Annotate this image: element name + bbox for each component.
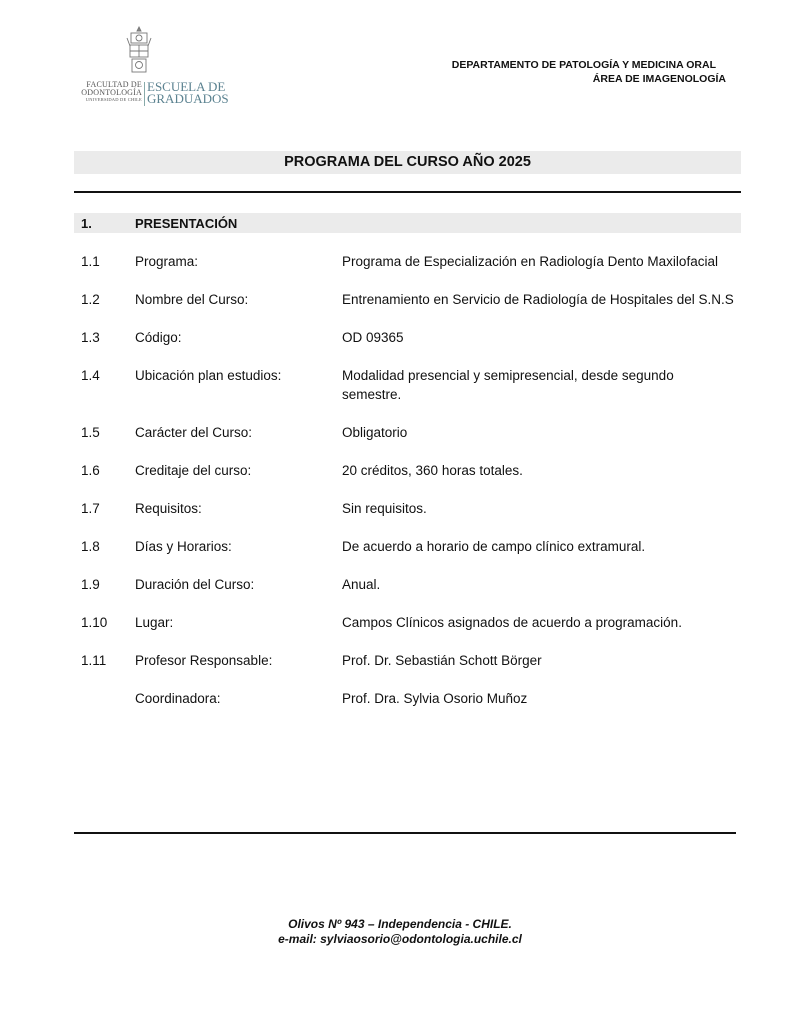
faculty-name: FACULTAD DE ODONTOLOGÍA UNIVERSIDAD DE CHILE (81, 80, 142, 102)
item-label: Carácter del Curso: (135, 425, 253, 440)
item-value: Programa de Especialización en Radiología Dento Maxilofacial (342, 254, 718, 269)
item-label: Requisitos: (135, 501, 202, 516)
item-value: Prof. Dra. Sylvia Osorio Muñoz (342, 691, 528, 706)
item-number: 1.11 (81, 653, 107, 668)
item-number: 1.6 (81, 463, 100, 478)
item-number: 1.5 (81, 425, 100, 440)
list-item (74, 575, 736, 594)
section-header (74, 213, 741, 233)
item-value: Sin requisitos. (342, 501, 427, 516)
list-item (74, 651, 736, 670)
list-item (74, 290, 736, 309)
item-value: Obligatorio (342, 425, 408, 440)
item-number: 1.8 (81, 539, 100, 554)
list-item (74, 328, 736, 347)
list-item (74, 252, 736, 271)
area-name: ÁREA DE IMAGENOLOGÍA (592, 73, 726, 85)
list-item (74, 423, 736, 442)
item-number: 1.2 (81, 292, 100, 307)
top-divider (74, 191, 741, 193)
item-label: Código: (135, 330, 182, 345)
section-number: 1. (81, 216, 92, 231)
item-value: Modalidad presencial y semipresencial, desde segundo semestre. (342, 368, 674, 402)
item-label: Programa: (135, 254, 199, 269)
item-value: Campos Clínicos asignados de acuerdo a programación. (342, 615, 682, 630)
item-number: 1.7 (81, 501, 100, 516)
item-number: 1.1 (81, 254, 100, 269)
section-title: PRESENTACIÓN (135, 216, 238, 231)
item-label: Duración del Curso: (135, 577, 255, 592)
item-label: Creditaje del curso: (135, 463, 252, 478)
faculty-logo (76, 26, 229, 110)
item-label: Días y Horarios: (135, 539, 232, 554)
item-label: Ubicación plan estudios: (135, 368, 282, 383)
department-header (400, 58, 726, 86)
item-value: De acuerdo a horario de campo clínico extramural. (342, 539, 646, 554)
page-footer (0, 917, 800, 947)
footer-address: Olivos Nº 943 – Independencia - CHILE. (288, 917, 512, 931)
university-crest-icon (124, 26, 154, 76)
item-value: Prof. Dr. Sebastián Schott Börger (342, 653, 542, 668)
item-label: Nombre del Curso: (135, 292, 249, 307)
item-number: 1.9 (81, 577, 100, 592)
list-item (74, 689, 736, 708)
item-number: 1.4 (81, 368, 100, 383)
item-label: Profesor Responsable: (135, 653, 273, 668)
bottom-divider (74, 832, 736, 834)
list-item (74, 461, 736, 480)
item-number: 1.10 (81, 615, 108, 630)
department-name: DEPARTAMENTO DE PATOLOGÍA Y MEDICINA ORAL (451, 59, 716, 71)
item-number: 1.3 (81, 330, 100, 345)
list-item (74, 366, 736, 404)
list-item (74, 499, 736, 518)
item-value: 20 créditos, 360 horas totales. (342, 463, 523, 478)
item-value: Entrenamiento en Servicio de Radiología de Hospitales del S.N.S (342, 292, 734, 307)
item-label: Coordinadora: (135, 691, 221, 706)
list-item (74, 537, 736, 556)
school-name: ESCUELA DE GRADUADOS (147, 79, 229, 106)
footer-email: e-mail: sylviaosorio@odontologia.uchile.cl (278, 932, 522, 946)
item-value: Anual. (342, 577, 381, 592)
list-item (74, 613, 736, 632)
course-info-list (74, 252, 736, 708)
item-value: OD 09365 (342, 330, 404, 345)
logo-divider (144, 82, 145, 106)
page-title: PROGRAMA DEL CURSO AÑO 2025 (74, 151, 741, 174)
item-label: Lugar: (135, 615, 174, 630)
